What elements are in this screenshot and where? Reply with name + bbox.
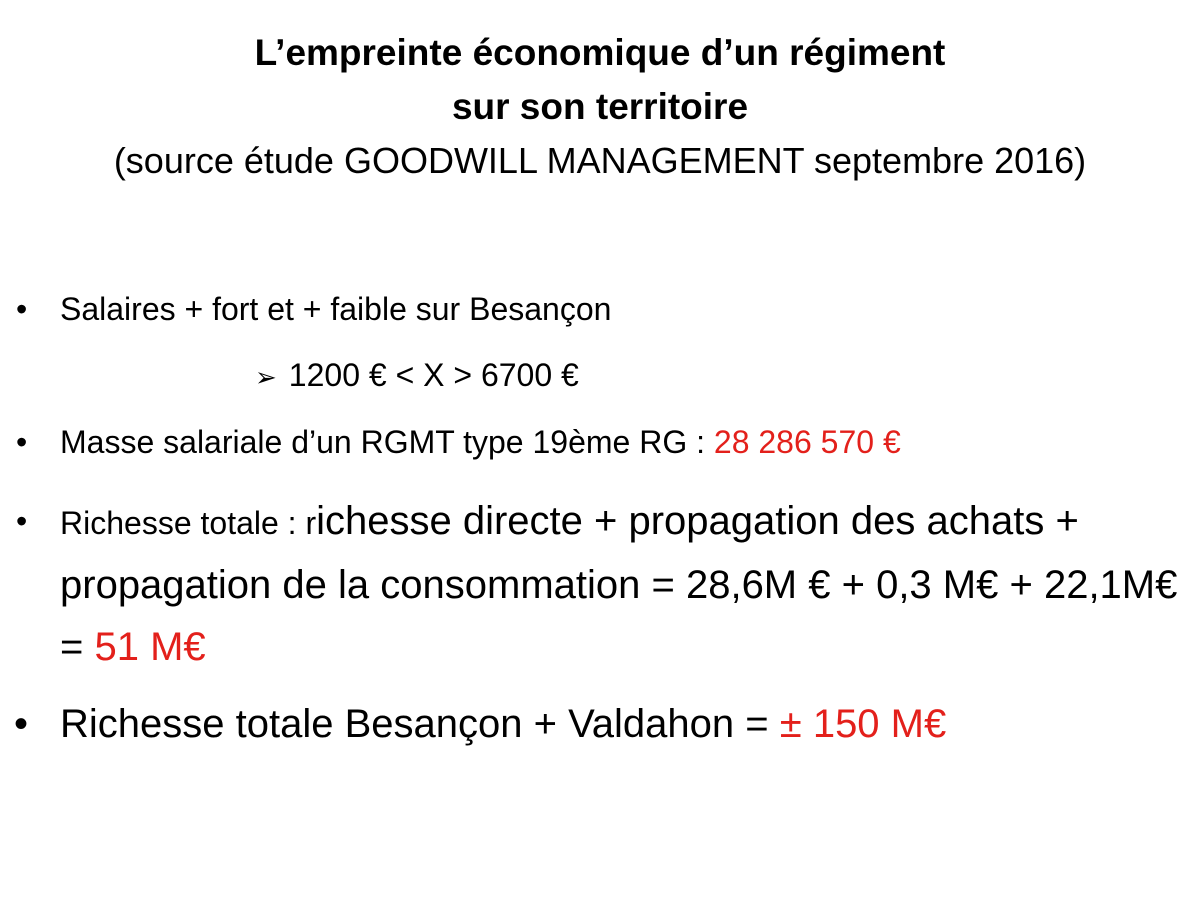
slide-title-line-2: sur son territoire [451,86,749,127]
sub-bullet-salary-range [255,352,579,401]
bullet-icon: • [16,291,28,327]
bullet-text [60,419,1190,465]
bullet-text: Salaires + fort et + faible sur Besançon [60,291,612,327]
bullet-icon: • [16,424,28,460]
slide-title-line-1: L’empreinte économique d’un régiment [254,32,946,73]
slide-subtitle: (source étude GOODWILL MANAGEMENT septembre 2016) [113,140,1087,181]
bullet-icon: • [14,702,29,746]
total-wealth-formula: ichesse directe + propagation des achats + propagation de la consommation = 28,6M € + 0,3 M€ + 22,1M€ = [60,499,1178,669]
total-wealth-value: 51 M€ [94,625,206,669]
payroll-label: Masse salariale d’un RGMT type 19ème RG : [60,424,714,460]
bullet-icon: • [16,503,28,539]
bullet-text [60,490,1184,678]
cities-wealth-label: Richesse totale Besançon + Valdahon = [60,702,780,746]
title-block [0,26,1200,188]
bullet-text [60,696,1190,752]
sub-bullet-text: 1200 € < X > 6700 € [288,357,579,393]
payroll-value: 28 286 570 € [713,424,901,460]
total-wealth-label: Richesse totale : r [60,505,317,541]
cities-wealth-value: ± 150 M€ [779,702,947,746]
arrow-bullet-icon: ➢ [255,363,277,393]
